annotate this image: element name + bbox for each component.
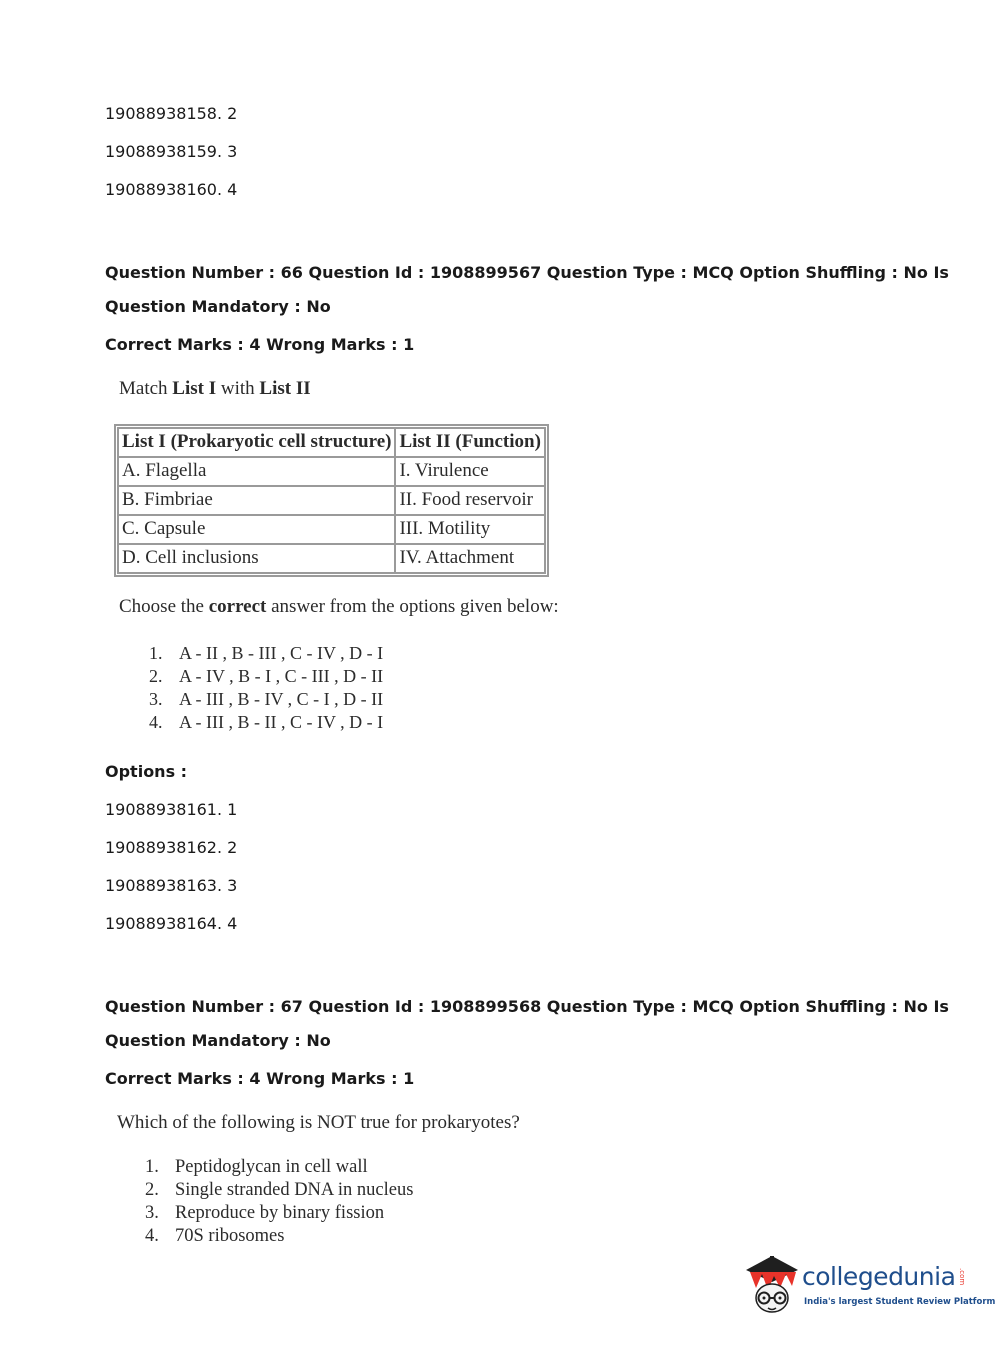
table-row [118, 457, 545, 486]
mascot-icon [742, 1250, 802, 1320]
q67-choice-list [145, 1157, 413, 1249]
table-cell: II. Food reservoir [395, 486, 544, 515]
table-cell: III. Motility [395, 515, 544, 544]
list-item: 3. Reproduce by binary fission [145, 1203, 385, 1223]
list-item: 3. A - III , B - IV , C - I , D - II [149, 689, 384, 709]
q66-option-4: 19088938164. 4 [105, 914, 238, 933]
q67-header-line1: Question Number : 67 Question Id : 1908899568 Question Type : MCQ Option Shuffling : No Is [105, 997, 949, 1016]
q66-option-1: 19088938161. 1 [105, 800, 238, 819]
list-item: 4. 70S ribosomes [145, 1226, 285, 1246]
table-cell: D. Cell inclusions [118, 544, 395, 573]
q66-choice-list [149, 643, 383, 735]
list-item: 1. A - II , B - III , C - IV , D - I [149, 643, 384, 663]
prev-option-3: 19088938160. 4 [105, 180, 238, 199]
q66-header-line2: Question Mandatory : No [105, 297, 331, 316]
table-row [118, 515, 545, 544]
q67-prompt: Which of the following is NOT true for prokaryotes? [117, 1112, 520, 1133]
table-cell: B. Fimbriae [118, 486, 395, 515]
table-header-row [118, 428, 545, 457]
table-header-list2: List II (Function) [395, 428, 544, 457]
q66-match-table [117, 427, 546, 574]
q66-header-line1: Question Number : 66 Question Id : 1908899567 Question Type : MCQ Option Shuffling : No Is [105, 263, 949, 282]
q66-choose-instruction: Choose the correct answer from the options given below: [119, 596, 559, 617]
logo-brand: collegedunia [802, 1262, 956, 1291]
table-header-list1: List I (Prokaryotic cell structure) [118, 428, 395, 457]
table-cell: IV. Attachment [395, 544, 544, 573]
prev-option-2: 19088938159. 3 [105, 142, 238, 161]
collegedunia-logo [742, 1250, 996, 1320]
table-row [118, 544, 545, 573]
list-item: 2. Single stranded DNA in nucleus [145, 1180, 414, 1200]
q66-match-table-wrap [117, 427, 546, 574]
q66-option-2: 19088938162. 2 [105, 838, 238, 857]
list-item: 2. A - IV , B - I , C - III , D - II [149, 666, 384, 686]
table-cell: A. Flagella [118, 457, 395, 486]
q66-marks: Correct Marks : 4 Wrong Marks : 1 [105, 335, 415, 354]
q67-marks: Correct Marks : 4 Wrong Marks : 1 [105, 1069, 415, 1088]
table-cell: C. Capsule [118, 515, 395, 544]
prev-option-1: 19088938158. 2 [105, 104, 238, 123]
logo-suffix: .com [958, 1268, 966, 1286]
list-item: 4. A - III , B - II , C - IV , D - I [149, 712, 384, 732]
logo-tagline: India's largest Student Review Platform [804, 1297, 996, 1307]
q67-header-line2: Question Mandatory : No [105, 1031, 331, 1050]
q66-prompt: Match List I with List II [119, 378, 311, 399]
table-cell: I. Virulence [395, 457, 544, 486]
q66-option-3: 19088938163. 3 [105, 876, 238, 895]
list-item: 1. Peptidoglycan in cell wall [145, 1157, 368, 1177]
table-row [118, 486, 545, 515]
q66-options-label: Options : [105, 762, 188, 781]
